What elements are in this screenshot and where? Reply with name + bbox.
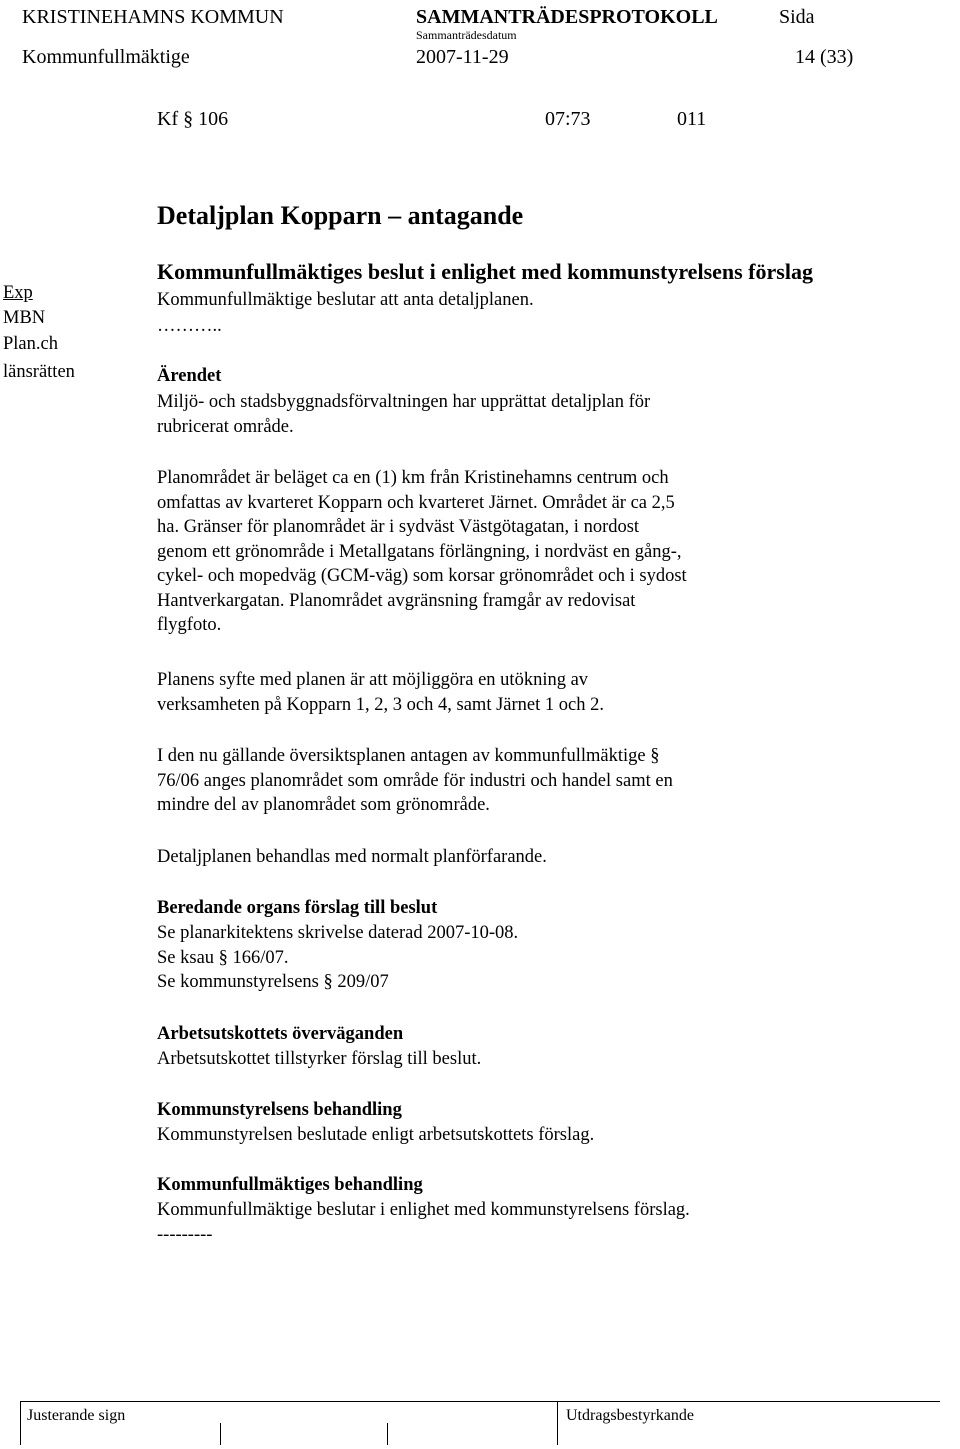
recipient: Plan.ch [3, 334, 58, 354]
recipient: länsrätten [3, 362, 75, 382]
text-line: genom ett grönområde i Metallgatans förlängning, i nordväst en gång-, [157, 541, 682, 562]
text-line: Detaljplanen behandlas med normalt planförfarande. [157, 847, 547, 867]
committee-text: Arbetsutskottet tillstyrker förslag till beslut. [157, 1049, 482, 1069]
decision-heading: Kommunfullmäktiges beslut i enlighet med kommunstyrelsens förslag [157, 259, 813, 284]
section-number: Kf § 106 [157, 108, 229, 130]
text-line: Se planarkitektens skrivelse daterad 2007-10-08. [157, 923, 519, 943]
paragraph-plan-area [157, 466, 957, 638]
text-line: flygfoto. [157, 615, 222, 635]
text-line: rubricerat område. [157, 416, 294, 437]
text-line: I den nu gällande översiktsplanen antagen av kommunfullmäktige § [157, 746, 660, 766]
page-number: 14 (33) [795, 46, 854, 68]
page-title: Detaljplan Kopparn – antagande [157, 201, 524, 230]
paragraph-purpose [157, 668, 957, 717]
paragraph-procedure [157, 845, 957, 870]
text-line: verksamheten på Kopparn 1, 2, 3 och 4, samt Järnet 1 och 2. [157, 694, 604, 715]
council-heading: Kommunfullmäktiges behandling [157, 1175, 423, 1195]
board-text: Kommunstyrelsen beslutade enligt arbetsutskottets förslag. [157, 1125, 595, 1145]
meeting-date: 2007-11-29 [416, 46, 509, 68]
text-line: Planområdet är beläget ca en (1) km från Kristinehamns centrum och [157, 468, 669, 488]
text-line: Hantverkargatan. Planområdet avgränsning framgår av redovisat [157, 590, 636, 611]
text-line: 76/06 anges planområdet som område för industri och handel samt en [157, 770, 673, 791]
preparatory-heading: Beredande organs förslag till beslut [157, 898, 438, 918]
organization-name: KRISTINEHAMNS KOMMUN [22, 6, 284, 28]
text-line: Se ksau § 166/07. [157, 947, 289, 968]
exp-label: Exp [3, 283, 33, 303]
matter-text [157, 390, 957, 439]
archive-code: 011 [677, 108, 707, 130]
date-label: Sammanträdesdatum [416, 28, 517, 42]
adjusting-sign-label: Justerande sign [27, 1407, 126, 1424]
board-heading: Kommunstyrelsens behandling [157, 1100, 402, 1120]
text-line: ha. Gränser för planområdet är i sydväst Västgötagatan, i nordost [157, 517, 640, 537]
text-line: cykel- och mopedväg (GCM-väg) som korsar grönområdet och i sydost [157, 566, 687, 586]
footer-divider [20, 1401, 21, 1445]
paragraph-overview-plan [157, 744, 957, 818]
text-line: mindre del av planområdet som grönområde. [157, 795, 490, 815]
decision-text: Kommunfullmäktige beslutar att anta detaljplanen. [157, 290, 534, 310]
council-text: Kommunfullmäktige beslutar i enlighet med kommunstyrelsens förslag. [157, 1200, 690, 1220]
page-label: Sida [779, 6, 815, 28]
footer-rule [20, 1401, 940, 1402]
protocol-title: SAMMANTRÄDESPROTOKOLL [416, 6, 718, 28]
preparatory-list [157, 921, 957, 995]
matter-heading: Ärendet [157, 366, 222, 386]
text-line: Se kommunstyrelsens § 209/07 [157, 972, 389, 992]
end-separator: --------- [157, 1225, 213, 1245]
text-line: Miljö- och stadsbyggnadsförvaltningen har upprättat detaljplan för [157, 392, 651, 412]
recipient: MBN [3, 308, 46, 328]
extract-certified-label: Utdragsbestyrkande [566, 1407, 694, 1424]
body-name: Kommunfullmäktige [22, 46, 190, 68]
text-line: Planens syfte med planen är att möjliggöra en utökning av [157, 670, 589, 690]
footer-divider [557, 1401, 558, 1445]
decision-ellipsis: ……….. [157, 316, 222, 336]
committee-heading: Arbetsutskottets överväganden [157, 1024, 404, 1044]
case-number: 07:73 [545, 108, 591, 130]
text-line: omfattas av kvarteret Kopparn och kvarteret Järnet. Området är ca 2,5 [157, 492, 675, 513]
footer-divider [387, 1423, 388, 1445]
footer-divider [220, 1423, 221, 1445]
